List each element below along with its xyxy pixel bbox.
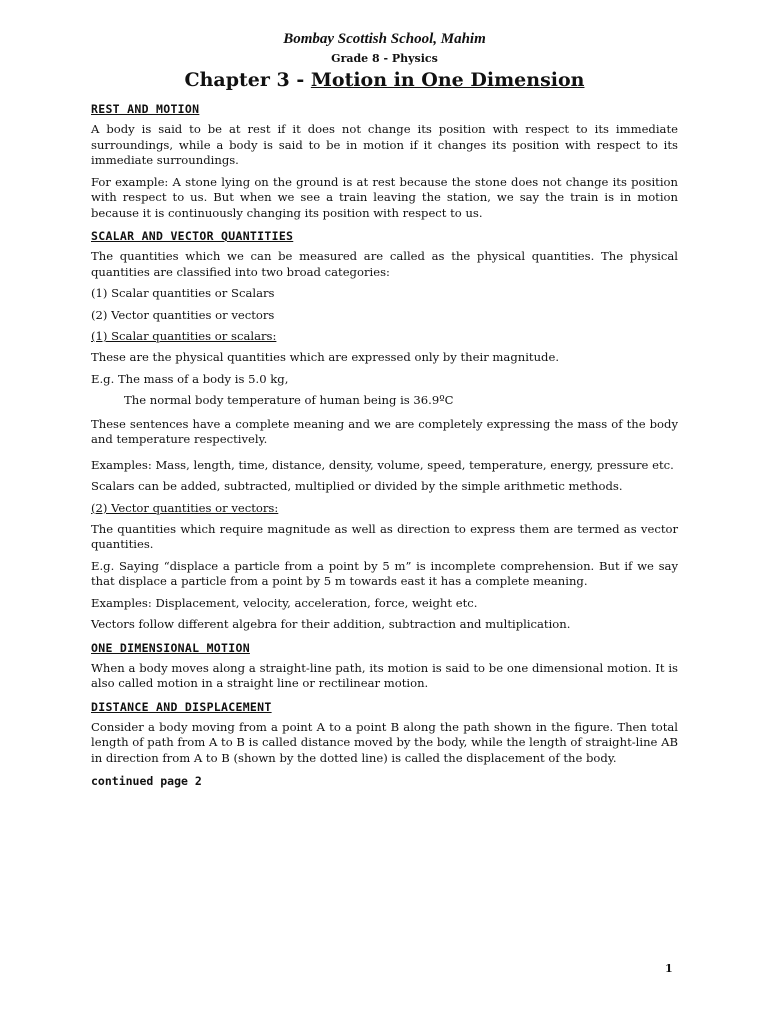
paragraph-distance-displacement: Consider a body moving from a point A to a point B along the path shown in the figure. Then total length of path from A to B is called distance moved by the body, while the length of straight-line AB in direction from A to B (shown by the dotted line) is called the displacement of the body. bbox=[91, 719, 678, 765]
paragraph-rest-motion-2: For example: A stone lying on the ground is at rest because the stone does not change its position with respect to us. But when we see a train leaving the station, we say the train is in motion because it is continuously changing its position with respect to us. bbox=[91, 174, 678, 220]
paragraph-scalar-examples: Examples: Mass, length, time, distance, density, volume, speed, temperature, energy, pressure etc. bbox=[91, 457, 674, 472]
heading-one-dimensional-motion: ONE DIMENSIONAL MOTION bbox=[91, 640, 250, 655]
paragraph-vector-example: E.g. Saying “displace a particle from a point by 5 m” is incomplete comprehension. But if we say that displace a particle from a point by 5 m towards east it has a complete meaning. bbox=[91, 558, 678, 588]
heading-scalar-vector: SCALAR AND VECTOR QUANTITIES bbox=[91, 229, 294, 243]
chapter-prefix: Chapter 3 - bbox=[184, 69, 311, 91]
paragraph-rest-motion-1: A body is said to be at rest if it does not change its position with respect to its immediate surroundings, while a body is said to be in motion if it changes its position with respect to its immediate surroundings. bbox=[91, 122, 678, 167]
page-number: 1 bbox=[665, 962, 673, 975]
scalar-example-temperature: The normal body temperature of human being is 36.9ºC bbox=[124, 393, 454, 407]
subheading-vectors: (2) Vector quantities or vectors: bbox=[91, 500, 279, 515]
list-item-vectors: (2) Vector quantities or vectors bbox=[91, 307, 275, 322]
chapter-title bbox=[91, 68, 678, 92]
paragraph-physical-quantities: The quantities which we can be measured are called as the physical quantities. The physical quantities are classified into two broad categories: bbox=[91, 249, 678, 279]
grade-subject: Grade 8 - Physics bbox=[331, 52, 438, 65]
paragraph-scalar-arithmetic: Scalars can be added, subtracted, multiplied or divided by the simple arithmetic methods. bbox=[91, 479, 623, 493]
continued-note: continued page 2 bbox=[91, 774, 202, 788]
paragraph-vector-definition: The quantities which require magnitude as well as direction to express them are termed as vector quantities. bbox=[91, 521, 678, 551]
chapter-name: Motion in One Dimension bbox=[310, 69, 585, 91]
subheading-scalars: (1) Scalar quantities or scalars: bbox=[91, 329, 277, 343]
heading-rest-motion: REST AND MOTION bbox=[91, 102, 200, 116]
paragraph-vector-algebra: Vectors follow different algebra for their addition, subtraction and multiplication. bbox=[91, 617, 571, 631]
document-page bbox=[91, 30, 678, 788]
scalar-example-mass: E.g. The mass of a body is 5.0 kg, bbox=[91, 371, 289, 386]
list-item-scalars: (1) Scalar quantities or Scalars bbox=[91, 286, 275, 300]
paragraph-scalar-meaning: These sentences have a complete meaning and we are completely expressing the mass of the body and temperature respectively. bbox=[91, 416, 678, 446]
paragraph-scalar-definition: These are the physical quantities which are expressed only by their magnitude. bbox=[91, 350, 560, 364]
school-name: Bombay Scottish School, Mahim bbox=[283, 31, 486, 47]
heading-distance-displacement: DISTANCE AND DISPLACEMENT bbox=[91, 699, 272, 714]
paragraph-vector-examples: Examples: Displacement, velocity, acceleration, force, weight etc. bbox=[91, 595, 478, 610]
paragraph-one-dimensional-motion: When a body moves along a straight-line path, its motion is said to be one dimensional motion. It is also called motion in a straight line or rectilinear motion. bbox=[91, 660, 678, 690]
